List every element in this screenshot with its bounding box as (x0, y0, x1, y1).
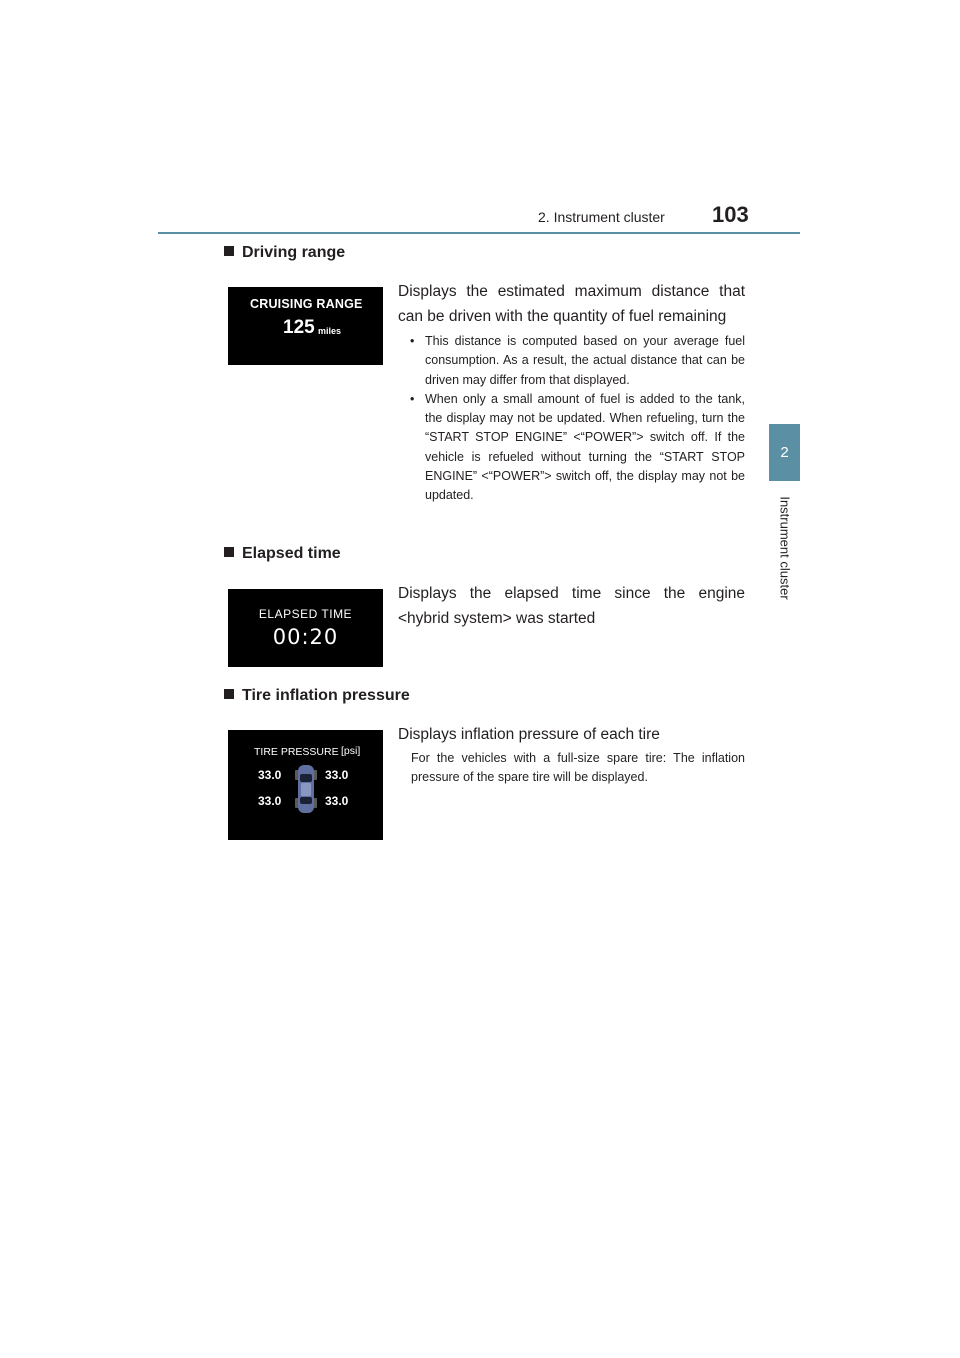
tire-front-left-value: 33.0 (258, 768, 282, 782)
section-heading-text: Elapsed time (242, 545, 341, 562)
display-unit: miles (318, 326, 342, 336)
chapter-title: 2. Instrument cluster (538, 209, 665, 225)
section-heading-text: Tire inflation pressure (242, 687, 410, 704)
page-number: 103 (712, 202, 749, 227)
tire-front-right-value: 33.0 (325, 768, 349, 782)
tire-rear-right-value: 33.0 (325, 794, 349, 808)
header-rule (158, 232, 800, 234)
section-heading-elapsed-time (224, 545, 341, 563)
tire-pressure-display (228, 730, 383, 840)
display-title: ELAPSED TIME (258, 607, 353, 621)
driving-range-description: Displays the estimated maximum distance that can be driven with the quantity of fuel remaining (398, 283, 745, 325)
tire-pressure-note: For the vehicles with a full-size spare tire: The inflation pressure of the spare tire will be displayed. (411, 751, 745, 785)
driving-range-bullets (410, 332, 745, 506)
elapsed-time-display (228, 589, 383, 667)
display-title: TIRE PRESSURE (254, 746, 339, 758)
chapter-tab-label: Instrument cluster (777, 496, 793, 600)
display-value: 00:20 (272, 625, 339, 649)
car-top-view-icon (294, 763, 318, 815)
list-item: • This distance is computed based on your average fuel consumption. As a result, the actual distance that can be driven may differ from that displayed. (410, 334, 745, 387)
list-item: • When only a small amount of fuel is added to the tank, the display may not be updated. When refueling, turn the “START STOP ENGINE” <“POWER”> switch off. If the vehicle is refueled without turning the “START STOP ENGINE” <“POWER”> switch off, the display may not be updated. (410, 391, 745, 503)
display-value: 125 (283, 317, 315, 338)
chapter-tab: 2 (769, 424, 800, 481)
display-title: CRUISING RANGE (250, 297, 363, 311)
square-bullet-icon (224, 246, 234, 256)
square-bullet-icon (224, 547, 234, 557)
tire-rear-left-value: 33.0 (258, 794, 282, 808)
elapsed-time-description: Displays the elapsed time since the engine <hybrid system> was started (398, 585, 745, 627)
section-heading-text: Driving range (242, 244, 346, 261)
square-bullet-icon (224, 689, 234, 699)
section-heading-tire-pressure (224, 687, 410, 705)
tire-pressure-description: Displays inflation pressure of each tire (398, 726, 660, 743)
section-heading-driving-range (224, 244, 345, 262)
cruising-range-display (228, 287, 383, 365)
display-unit: [psi] (341, 745, 361, 757)
